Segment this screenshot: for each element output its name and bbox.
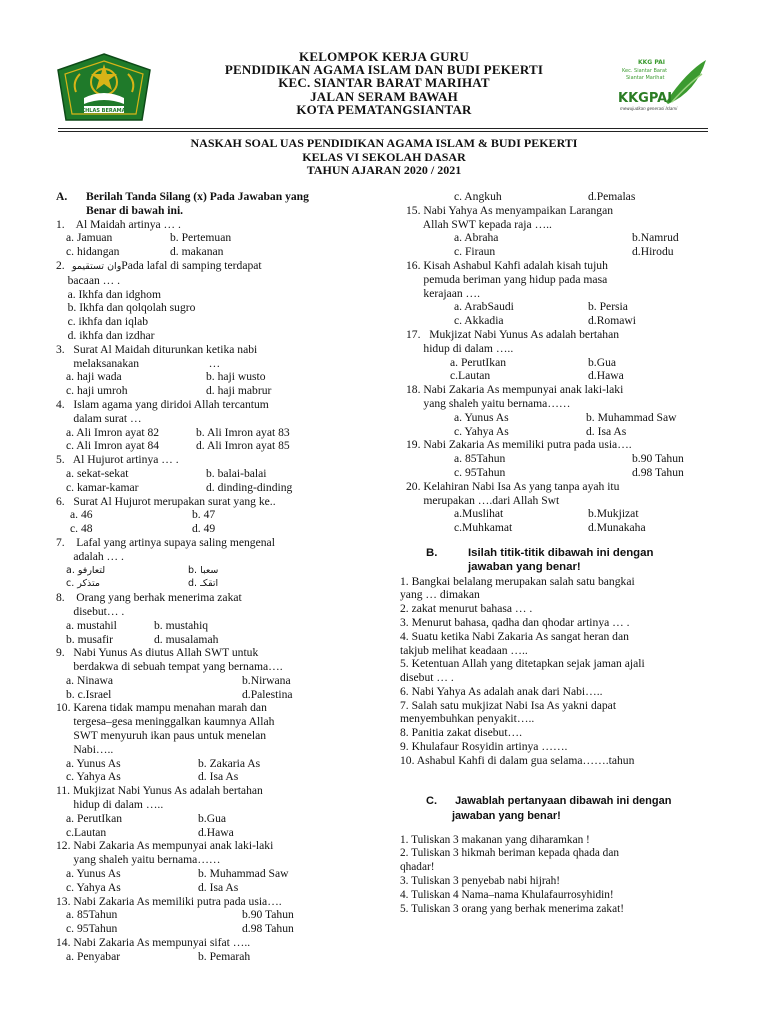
question-line: 11. Mukjizat Nabi Yunus As adalah bertahan [56,784,263,798]
answer-option: d. Ali Imron ayat 85 [196,439,290,453]
answer-option: c. 48 [70,522,93,536]
fill-in-question-line: 5. Ketentuan Allah yang ditetapkan sejak jaman ajali [400,657,645,671]
question-line: bacaan … . [56,273,121,287]
question-line: yang shaleh yaitu bernama…… [56,853,221,867]
answer-option: a. 46 [70,508,93,522]
answer-option: a. Ali Imron ayat 82 [66,425,160,439]
section-b-questions [400,575,714,768]
answer-options-row [56,508,372,522]
right-column [400,190,714,916]
svg-text:mewujudkan generasi Islami: mewujudkan generasi Islami [620,106,678,111]
question-line: kerajaan …. [406,286,481,300]
answer-option: b. c.Israel [66,687,112,701]
essay-question-line: 5. Tuliskan 3 orang yang berhak menerima zakat! [400,902,624,915]
question-line: 4. Islam agama yang diridoi Allah tercantum [56,397,269,411]
question-line: disebut… . [56,604,125,618]
answer-options-row [406,411,714,425]
answer-options-row [56,867,372,881]
section-a-heading [56,190,372,204]
answer-option: b. Zakaria As [198,756,261,770]
question-line: 16. Kisah Ashabul Kahfi adalah kisah tujuh [406,258,608,272]
answer-options-row [56,564,372,578]
question-text: Pada lafal di samping terdapat [121,258,262,272]
answer-option: b. 47 [192,508,216,522]
section-a-questions-left [56,218,372,964]
question-line: 12. Nabi Zakaria As mempunyai anak laki-laki [56,839,274,853]
answer-options-row [406,190,714,204]
answer-option: b.Mukjizat [588,507,639,521]
answer-option: d.98 Tahun [242,922,294,936]
title-line: KELAS VI SEKOLAH DASAR [302,149,466,164]
answer-option: d. haji mabrur [206,384,272,398]
fill-in-question-line: 2. zakat menurut bahasa … . [400,602,533,616]
answer-options-row [56,245,372,259]
question-line: merupakan ….dari Allah Swt [406,493,560,507]
answer-options-row [406,507,714,521]
answer-option: a. 85Tahun [66,908,118,922]
question-line: berdakwa di sebuah tempat yang bernama…. [56,660,283,674]
question-line: b. Ikhfa dan qolqolah sugro [56,301,196,315]
title-line: TAHUN AJARAN 2020 / 2021 [306,163,462,177]
answer-options-row [56,481,372,495]
question-line: c. ikhfa dan iqlab [56,315,149,329]
answer-option: b.Gua [588,355,617,369]
answer-option: a. Ninawa [66,673,113,687]
question-line: 19. Nabi Zakaria As memiliki putra pada usia…. [406,438,632,452]
question-line: yang shaleh yaitu bernama…… [406,396,571,410]
answer-options-row [56,757,372,771]
answer-option: d. Isa As [198,880,239,894]
question-line: melaksanakan … [56,356,221,370]
answer-option: c. 95Tahun [66,922,118,936]
question-line: d. ikhfa dan izdhar [56,328,155,342]
answer-option: a. Abraha [454,231,499,245]
svg-text:KKGPAI: KKGPAI [618,91,673,106]
answer-option: b. mustahiq [154,618,209,632]
question-line: 18. Nabi Zakaria As mempunyai anak laki-laki [406,383,624,397]
answer-option: b.Nirwana [242,673,291,687]
answer-option: c. Yahya As [66,770,121,784]
answer-option: c. kamar-kamar [66,480,139,494]
answer-option: a. Yunus As [66,756,121,770]
answer-options-row [56,908,372,922]
question-line: dalam surat … [56,411,142,425]
answer-option: b. Pemarah [198,949,251,963]
essay-question-line: qhadar! [400,861,435,874]
fill-in-question-line: 3. Menurut bahasa, qadha dan qhodar artinya … . [400,615,630,629]
svg-text:Siantar Marihat: Siantar Marihat [626,75,665,81]
section-c-heading-line2: jawaban yang benar! [452,809,561,822]
answer-options-row [406,452,714,466]
fill-in-question-line: menyembuhkan penyakit….. [400,712,535,726]
exam-title [150,137,618,178]
essay-question-line: 1. Tuliskan 3 makanan yang diharamkan ! [400,833,590,846]
answer-options-row [406,245,714,259]
answer-options-row [56,467,372,481]
svg-text:KKG PAI: KKG PAI [638,59,666,66]
fill-in-question-line: 9. Khulafaur Rosyidin artinya ……. [400,740,568,754]
answer-option: b. balai-balai [206,466,267,480]
answer-option: a. mustahil [66,618,117,632]
answer-option: b.90 Tahun [632,452,684,466]
answer-option: c.Lautan [450,369,491,383]
fill-in-question-line: takjub melihat keadaan ….. [400,643,528,657]
header-line: KOTA PEMATANGSIANTAR [296,101,472,117]
kkgpai-logo [616,52,708,118]
question-line: hidup di dalam ….. [406,341,514,355]
header-line: KEC. SIANTAR BARAT MARIHAT [278,75,490,91]
question-line: SWT menyuruh ikan paus untuk menelan [56,729,267,743]
answer-option: d. Isa As [586,424,627,438]
fill-in-question-line: disebut … . [400,671,454,685]
answer-option: d. 49 [192,522,216,536]
question-line: 17. Mukjizat Nabi Yunus As adalah bertahan [406,327,620,341]
answer-option: a. Yunus As [454,410,509,424]
answer-options-row [56,633,372,647]
answer-option: c. hidangan [66,245,120,259]
answer-options-row [406,356,714,370]
answer-options-row [56,439,372,453]
answer-option: d. makanan [170,245,224,259]
question-line: 13. Nabi Zakaria As memiliki putra pada usia…. [56,894,282,908]
section-a-questions-right [406,190,714,535]
fill-in-question-line: 7. Salah satu mukjizat Nabi Isa As yakni dapat [400,698,617,712]
answer-option: b.Namrud [632,231,679,245]
header-line: JALAN SERAM BAWAH [310,88,458,104]
question-line: hidup di dalam ….. [56,798,164,812]
fill-in-question-line: 1. Bangkai belalang merupakan salah satu bangkai [400,574,635,588]
question-line: 1. Al Maidah artinya … . [56,217,181,231]
answer-options-row [406,314,714,328]
answer-options-row [56,370,372,384]
question-line: 14. Nabi Zakaria As mempunyai sifat ….. [56,936,251,950]
question-line: adalah … . [56,549,124,563]
answer-options-row [56,922,372,936]
answer-option: b. Pertemuan [170,231,232,245]
answer-options-row [56,426,372,440]
section-b-heading-line1: Isilah titik-titik dibawah ini dengan [468,546,654,559]
question-line: Nabi….. [56,742,114,756]
essay-question-line: 2. Tuliskan 3 hikmah beriman kepada qhada dan [400,847,619,860]
answer-option: c. haji umroh [66,384,128,398]
question-line: Allah SWT kepada raja ….. [406,217,552,231]
answer-option: c.Lautan [66,825,107,839]
answer-option: b.Gua [198,811,227,825]
fill-in-question-line: 8. Panitia zakat disebut…. [400,726,523,740]
arabic-text: وان تستقيمو [72,260,122,272]
school-header-lines [150,50,618,116]
fill-in-question-line: 4. Suatu ketika Nabi Zakaria As sangat heran dan [400,629,629,643]
answer-option: d.Palestina [242,687,293,701]
answer-option: b.90 Tahun [242,908,294,922]
answer-options-row [56,231,372,245]
answer-option: b. Ali Imron ayat 83 [196,425,290,439]
answer-option: c. Ali Imron ayat 84 [66,439,160,453]
answer-options-row [56,812,372,826]
left-column [56,190,372,964]
question-line: tergesa–gesa meninggalkan kaumnya Allah [56,715,275,729]
section-b-heading-line2: jawaban yang benar! [468,560,581,573]
svg-text:Kec. Siantar Barat: Kec. Siantar Barat [622,68,668,74]
fill-in-question-line: 6. Nabi Yahya As adalah anak dari Nabi….. [400,684,603,698]
section-c-heading-line1: Jawablah pertanyaan dibawah ini dengan [455,794,672,807]
section-a-heading-line2: Benar di bawah ini. [86,203,184,217]
answer-option: b. musafir [66,632,114,646]
answer-option: c.Muhkamat [454,521,513,535]
answer-option: d.Hawa [198,825,234,839]
answer-options-row [56,577,372,591]
header-divider [58,128,708,129]
answer-option: d.Hawa [588,369,624,383]
answer-option: c. Akkadia [454,314,504,328]
answer-options-row [56,674,372,688]
section-label: B. [426,546,438,559]
answer-option: c. Yahya As [454,424,509,438]
answer-option: c. 95Tahun [454,465,506,479]
question-line [56,259,372,274]
answer-options-row [56,522,372,536]
question-number: 2. [56,258,65,272]
section-c-questions [400,834,714,917]
question-line: 5. Al Hujurot artinya … . [56,453,179,467]
answer-options-row [56,384,372,398]
answer-option: a. Jamuan [66,231,113,245]
answer-option: a.Muslihat [454,507,504,521]
section-c-heading [406,794,714,809]
answer-option: c. Firaun [454,245,496,259]
answer-option: d.Hirodu [632,245,674,259]
answer-options-row [56,619,372,633]
answer-option: b. Muhammad Saw [198,867,289,881]
answer-option: d.Pemalas [588,190,636,203]
answer-option: a. PerutIkan [450,355,507,369]
answer-option: d. dinding-dinding [206,480,293,494]
question-line: 8. Orang yang berhak menerima zakat [56,591,242,605]
answer-option: d.Romawi [588,314,636,328]
svg-text:IKHLAS BERAMAL: IKHLAS BERAMAL [79,108,129,114]
document-header [0,0,768,130]
header-divider-thin [58,131,708,132]
fill-in-question-line: yang … dimakan [400,588,480,602]
section-a-heading-2 [56,204,372,218]
answer-option: d. اتقكـ [188,578,219,590]
answer-option: a. sekat-sekat [66,466,129,480]
question-line: 3. Surat Al Maidah diturunkan ketika nabi [56,342,258,356]
answer-option: b. haji wusto [206,370,266,384]
fill-in-question-line: 10. Ashabul Kahfi di dalam gua selama…….tahun [400,753,635,767]
question-line: 6. Surat Al Hujurot merupakan surat yang ke.. [56,494,276,508]
section-b-heading [406,547,714,561]
answer-options-row [56,950,372,964]
answer-options-row [56,826,372,840]
answer-options-row [56,881,372,895]
question-line: 9. Nabi Yunus As diutus Allah SWT untuk [56,646,259,660]
question-line: 7. Lafal yang artinya supaya saling mengenal [56,535,275,549]
answer-options-row [56,770,372,784]
answer-options-row [406,521,714,535]
question-line: a. Ikhfa dan idghom [56,287,161,301]
answer-option: a. 85Tahun [454,452,506,466]
answer-option: d. musalamah [154,632,219,646]
answer-option: a. ArabSaudi [454,300,514,314]
answer-option: b. Muhammad Saw [586,410,677,424]
answer-options-row [406,231,714,245]
question-line: pemuda beriman yang hidup pada masa [406,272,608,286]
header-line: KELOMPOK KERJA GURU [299,49,469,64]
answer-option: c. Yahya As [66,880,121,894]
answer-option: d. Isa As [198,770,239,784]
kemenag-logo [54,52,154,124]
header-line: PENDIDIKAN AGAMA ISLAM DAN BUDI PEKERTI [224,62,544,78]
answer-options-row [406,466,714,480]
question-line: 15. Nabi Yahya As menyampaikan Larangan [406,203,614,217]
title-line: NASKAH SOAL UAS PENDIDIKAN AGAMA ISLAM & BUDI PEKERTI [190,136,578,150]
answer-option: a. Yunus As [66,867,121,881]
answer-options-row [406,369,714,383]
answer-option: d.98 Tahun [632,465,684,479]
section-label: C. [426,794,437,807]
answer-option: d.Munakaha [588,521,646,535]
answer-option: a. PerutIkan [66,811,123,825]
question-line: 20. Kelahiran Nabi Isa As yang tanpa ayah itu [406,479,620,493]
answer-option: b. سعبا [188,564,219,576]
answer-option: a. لتعارفو [66,564,106,576]
question-line: 10. Karena tidak mampu menahan marah dan [56,701,267,715]
answer-options-row [56,688,372,702]
essay-question-line: 3. Tuliskan 3 penyebab nabi hijrah! [400,875,561,888]
essay-question-line: 4. Tuliskan 4 Nama–nama Khulafaurrosyhidin! [400,888,614,901]
answer-option: b. Persia [588,300,628,314]
answer-options-row [406,300,714,314]
answer-option: c. متذكر [66,578,100,590]
answer-option: a. Penyabar [66,949,121,963]
answer-options-row [406,425,714,439]
answer-option: c. Angkuh [454,190,502,203]
section-a-heading-line1: Berilah Tanda Silang (x) Pada Jawaban yang [86,190,309,203]
section-label: A. [56,190,68,203]
answer-option: a. haji wada [66,370,122,384]
